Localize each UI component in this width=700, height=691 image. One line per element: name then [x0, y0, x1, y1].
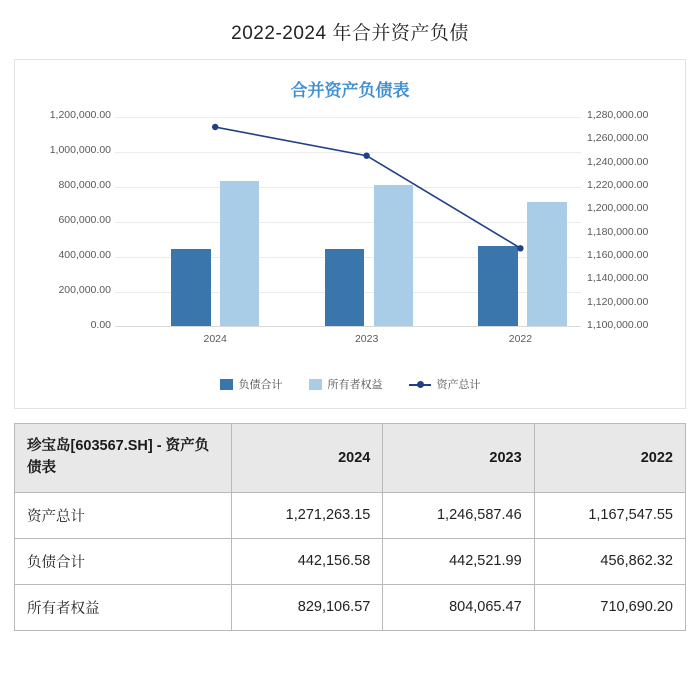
right-axis-tick-1260000: 1,260,000.00: [587, 132, 649, 145]
cell-total-assets-2023: 1,246,587.46: [383, 492, 534, 538]
balance-sheet-table: [14, 423, 686, 631]
left-axis-tick-400000: 400,000.00: [58, 249, 111, 261]
cell-total-liabilities-2022: 456,862.32: [534, 538, 685, 584]
left-axis-tick-1200000: 1,200,000.00: [49, 109, 111, 121]
table-header-row: [15, 424, 686, 493]
chart-legend: [15, 376, 685, 392]
table-row: [15, 538, 686, 584]
legend-label-total-assets: 资产总计: [436, 379, 481, 391]
legend-swatch-icon: [309, 379, 322, 390]
chart-card: [14, 59, 686, 409]
legend-item-equity: [309, 376, 383, 392]
right-axis-tick-1160000: 1,160,000.00: [587, 249, 649, 261]
chart-plot-wrapper: [15, 109, 685, 361]
right-axis-tick-1180000: 1,180,000.00: [587, 225, 649, 238]
x-category-2022: 2022: [508, 333, 533, 345]
cell-owners-equity-2023: 804,065.47: [383, 584, 534, 630]
row-label-owners-equity: 所有者权益: [15, 584, 232, 630]
legend-label-liabilities: 负债合计: [238, 379, 283, 391]
cell-owners-equity-2022: 710,690.20: [534, 584, 685, 630]
left-axis-tick-1000000: 1,000,000.00: [49, 144, 111, 156]
table-header-company: 珍宝岛[603567.SH] - 资产负债表: [15, 424, 232, 493]
right-axis-tick-1220000: 1,220,000.00: [587, 179, 649, 191]
row-label-total-liabilities: 负债合计: [15, 538, 232, 584]
right-axis-tick-1280000: 1,280,000.00: [587, 109, 649, 121]
row-label-total-assets: 资产总计: [15, 492, 232, 538]
right-axis-tick-1100000: 1,100,000.00: [587, 319, 649, 331]
cell-total-assets-2024: 1,271,263.15: [232, 492, 383, 538]
chart-title: 合并资产负债表: [290, 81, 410, 100]
left-axis-tick-0: 0.00: [90, 319, 111, 331]
right-axis-tick-1200000: 1,200,000.00: [587, 202, 649, 215]
cell-total-liabilities-2023: 442,521.99: [383, 538, 534, 584]
x-category-2024: 2024: [203, 333, 227, 345]
plot-area: [115, 117, 581, 345]
right-axis-tick-1120000: 1,120,000.00: [587, 295, 649, 308]
table-header-year-2024: 2024: [232, 424, 383, 493]
left-axis-tick-600000: 600,000.00: [58, 214, 111, 226]
right-axis-tick-1240000: 1,240,000.00: [587, 155, 649, 168]
table-row: [15, 492, 686, 538]
right-axis-tick-1140000: 1,140,000.00: [587, 272, 649, 285]
legend-label-equity: 所有者权益: [327, 379, 383, 391]
cell-total-liabilities-2024: 442,156.58: [232, 538, 383, 584]
x-category-2023: 2023: [354, 333, 379, 345]
legend-item-total-assets: [409, 376, 481, 392]
table-row: [15, 584, 686, 630]
legend-swatch-icon: [220, 379, 233, 390]
legend-line-marker-icon: [409, 379, 431, 390]
legend-item-liabilities: [220, 376, 283, 392]
page-title: 2022-2024 年合并资产负债: [231, 23, 469, 44]
left-axis-tick-800000: 800,000.00: [58, 179, 111, 191]
table-header-year-2022: 2022: [534, 424, 685, 493]
left-axis-tick-200000: 200,000.00: [58, 284, 111, 296]
cell-owners-equity-2024: 829,106.57: [232, 584, 383, 630]
total-assets-markers: [115, 117, 581, 326]
table-header-year-2023: 2023: [383, 424, 534, 493]
cell-total-assets-2022: 1,167,547.55: [534, 492, 685, 538]
